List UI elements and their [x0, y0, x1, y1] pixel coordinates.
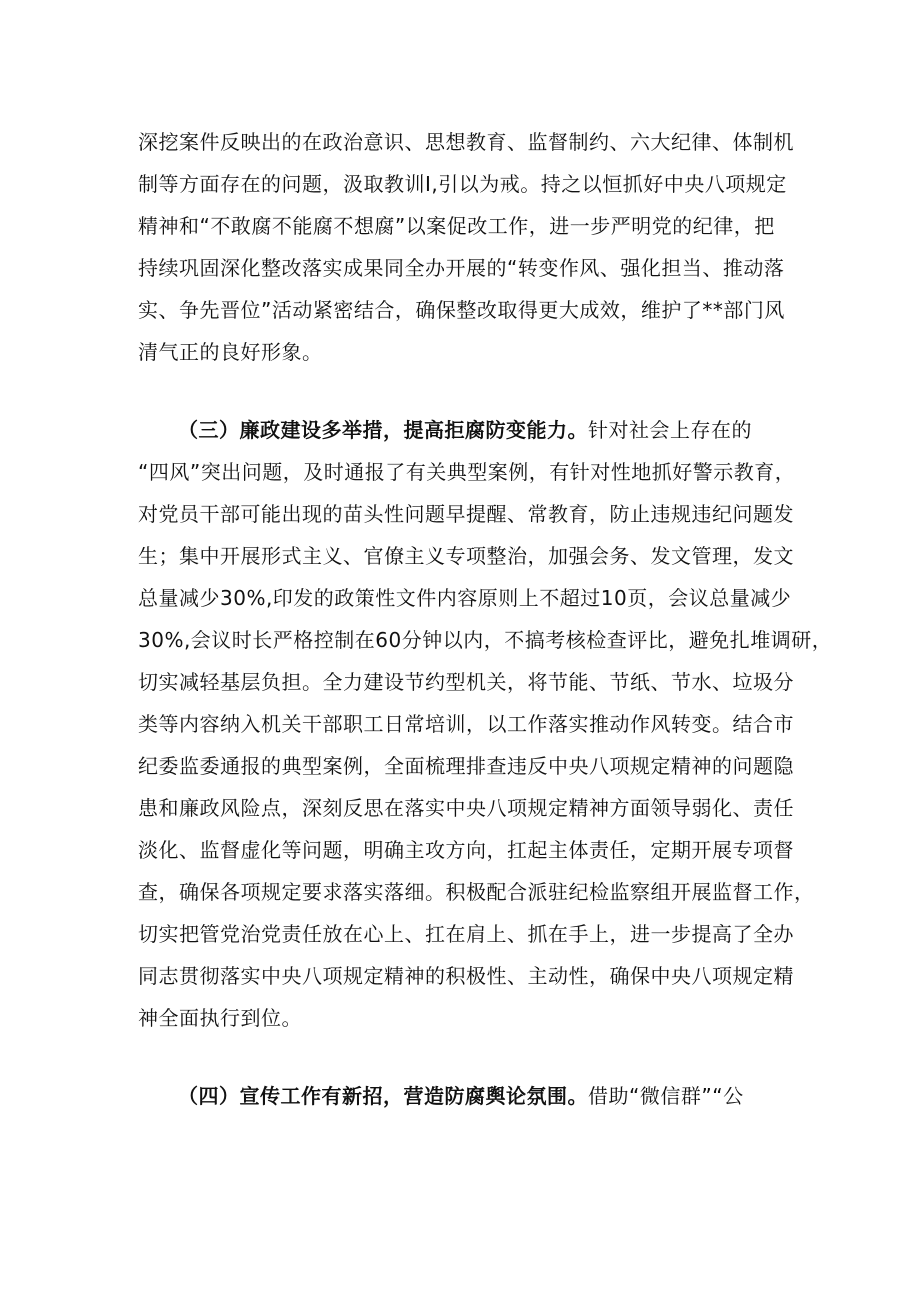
paragraph-line: 同志贯彻落实中央八项规定精神的积极性、主动性，确保中央八项规定精 [138, 964, 794, 988]
paragraph-line: 查，确保各项规定要求落实落细。积极配合派驻纪检监察组开展监督工作， [138, 880, 815, 904]
section-four-first-line [178, 1084, 744, 1108]
paragraph-line: 精神和“不敢腐不能腐不想腐”以案促改工作，进一步严明党的纪律，把 [138, 214, 775, 238]
paragraph-line: 生；集中开展形式主义、官僚主义专项整治，加强会务、发文管理，发文 [138, 544, 794, 568]
paragraph-line: 淡化、监督虚化等问题，明确主攻方向，扛起主体责任，定期开展专项督 [138, 838, 794, 862]
paragraph-line: 深挖案件反映出的在政治意识、思想教育、监督制约、六大纪律、体制机 [138, 130, 794, 154]
paragraph-line: 持续巩固深化整改落实成果同全办开展的“转变作风、强化担当、推动落 [138, 256, 785, 280]
paragraph-line: 总量减少30%,印发的政策性文件内容原则上不超过10页，会议总量减少 [138, 586, 792, 610]
section-heading: （三）廉政建设多举措，提高拒腐防变能力。 [178, 418, 588, 442]
paragraph-line: 30%,会议时长严格控制在60分钟以内，不搞考核检查评比，避免扎堆调研， [138, 628, 833, 652]
paragraph-line: 纪委监委通报的典型案例，全面梳理排查违反中央八项规定精神的问题隐 [138, 754, 794, 778]
paragraph-line: 神全面执行到位。 [138, 1006, 302, 1030]
paragraph-line: 类等内容纳入机关干部职工日常培训，以工作落实推动作风转变。结合市 [138, 712, 794, 736]
paragraph-text: 借助“微信群”“公 [588, 1084, 744, 1108]
section-three-first-line [178, 418, 752, 442]
paragraph-line: 实、争先晋位”活动紧密结合，确保整改取得更大成效，维护了**部门风 [138, 298, 785, 322]
paragraph-line: 患和廉政风险点，深刻反思在落实中央八项规定精神方面领导弱化、责任 [138, 796, 794, 820]
paragraph-line: 清气正的良好形象。 [138, 340, 323, 364]
paragraph-line: “四风”突出问题，及时通报了有关典型案例，有针对性地抓好警示教育， [138, 460, 796, 484]
paragraph-text: 针对社会上存在的 [588, 418, 752, 442]
section-heading: （四）宣传工作有新招，营造防腐舆论氛围。 [178, 1084, 588, 1108]
paragraph-line: 切实减轻基层负担。全力建设节约型机关，将节能、节纸、节水、垃圾分 [138, 670, 794, 694]
paragraph-line: 对党员干部可能出现的苗头性问题早提醒、常教育，防止违规违纪问题发 [138, 502, 794, 526]
paragraph-line: 制等方面存在的问题，汲取教训I,引以为戒。持之以恒抓好中央八项规定 [138, 172, 787, 196]
paragraph-line: 切实把管党治党责任放在心上、扛在肩上、抓在手上，进一步提高了全办 [138, 922, 794, 946]
